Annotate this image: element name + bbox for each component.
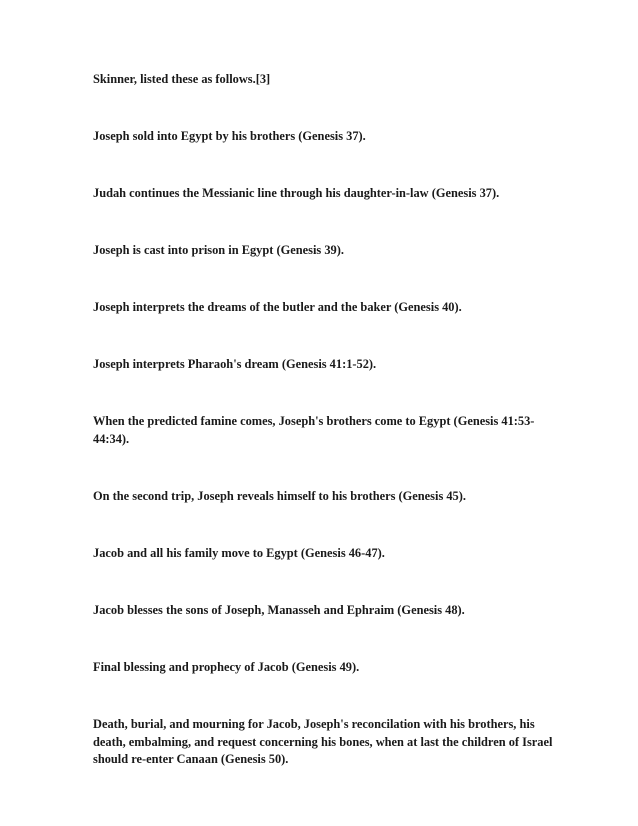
paragraph-item-8: Jacob and all his family move to Egypt (Genesis 46-47). <box>93 546 385 560</box>
paragraph-intro: Skinner, listed these as follows.[3] <box>93 72 271 86</box>
paragraph-item-10: Final blessing and prophecy of Jacob (Genesis 49). <box>93 660 360 674</box>
paragraph-item-2: Judah continues the Messianic line through his daughter-in-law (Genesis 37). <box>93 186 500 200</box>
paragraph-item-5: Joseph interprets Pharaoh's dream (Genesis 41:1-52). <box>93 357 377 371</box>
paragraph-item-1: Joseph sold into Egypt by his brothers (Genesis 37). <box>93 129 366 143</box>
paragraph-item-3: Joseph is cast into prison in Egypt (Genesis 39). <box>93 243 344 257</box>
paragraph-item-4: Joseph interprets the dreams of the butler and the baker (Genesis 40). <box>93 300 462 314</box>
paragraph-item-9: Jacob blesses the sons of Joseph, Manasseh and Ephraim (Genesis 48). <box>93 603 465 617</box>
paragraph-item-11: Death, burial, and mourning for Jacob, Joseph's reconcilation with his brothers, his death, embalming, and request concerning his bones, when at last the children of Israel should re-enter Canaan (Genesis 50). <box>93 717 553 766</box>
paragraph-item-7: On the second trip, Joseph reveals himself to his brothers (Genesis 45). <box>93 489 466 503</box>
paragraph-item-6: When the predicted famine comes, Joseph's brothers come to Egypt (Genesis 41:53-44:34). <box>93 414 535 446</box>
